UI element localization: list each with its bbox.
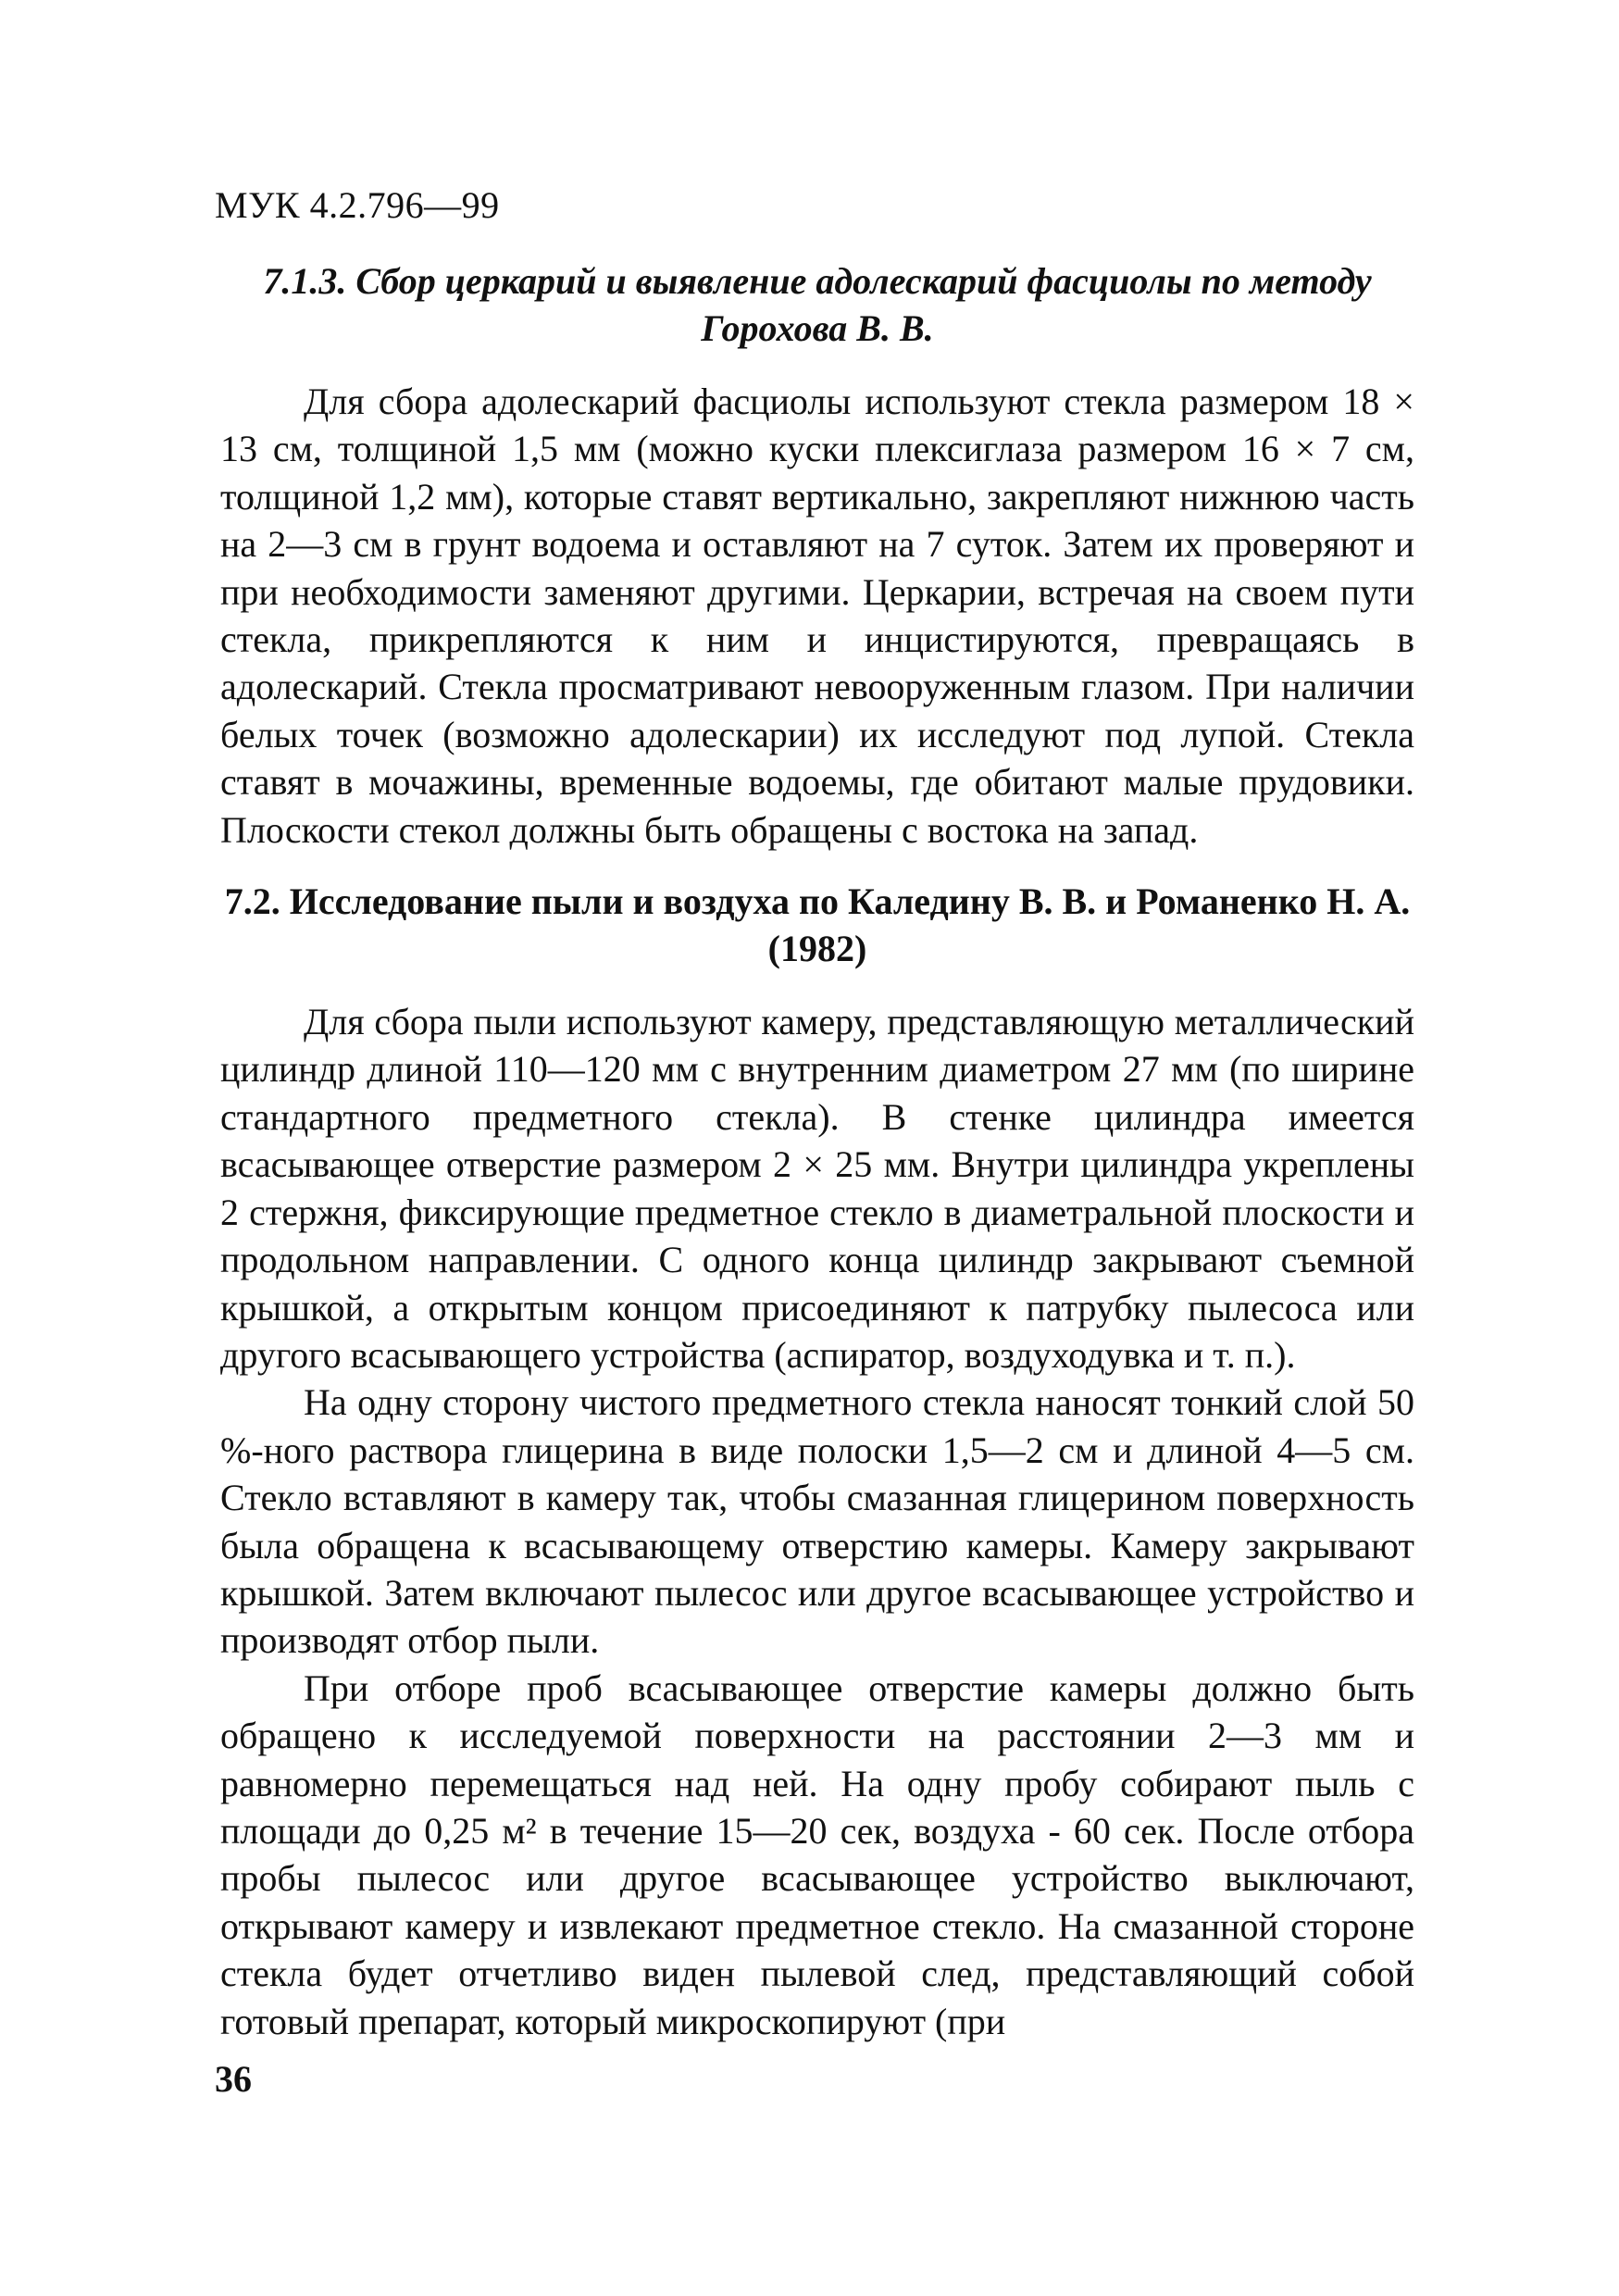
document-code-header: МУК 4.2.796—99 [215, 184, 500, 226]
section-heading-7-1-3: 7.1.3. Сбор церкарий и выявление адолескарий фасциолы по методу Горохова В. В. [263, 260, 1372, 349]
paragraph: При отборе проб всасывающее отверстие камеры должно быть обращено к исследуемой поверхности на расстоянии 2—3 мм и равномерно перемещаться над ней. На одну пробу собирают пыль с площади до 0,25 м² в течение 15—20 сек, воздуха - 60 сек. После отбора пробы пылесос или другое всасывающее устройство выключают, открывают камеру и извлекают предметное стекло. На смазанной стороне стекла будет отчетливо виден пылевой след, представляющий собой готовый препарат, который микроскопируют (при [220, 1666, 1414, 2042]
paragraph: Для сбора адолескарий фасциолы используют стекла размером 18 × 13 см, толщиной 1,5 мм (можно куски плексиглаза размером 16 × 7 см, толщиной 1,2 мм), которые ставят вертикально, закрепляют нижнюю часть на 2—3 см в грунт водоема и оставляют на 7 суток. Затем их проверяют и при необходимости заменяют другими. Церкарии, встречая на своем пути стекла, прикрепляются к ним и инцистируются, превращаясь в адолескарий. Стекла просматривают невооруженным глазом. При наличии белых точек (возможно адолескарии) их исследуют под лупой. Стекла ставят в мочажины, временные водоемы, где обитают малые прудовики. Плоскости стекол должны быть обращены с востока на запад. [220, 381, 1414, 851]
section-heading-7-2: 7.2. Исследование пыли и воздуха по Каледину В. В. и Романенко Н. А. (1982) [224, 880, 1411, 970]
page-content [220, 257, 1414, 2045]
paragraph: Для сбора пыли используют камеру, представляющую металлический цилиндр длиной 110—120 мм с внутренним диаметром 27 мм (по ширине стандартного предметного стекла). В стенке цилиндра имеется всасывающее отверстие размером 2 × 25 мм. Внутри цилиндра укреплены 2 стержня, фиксирующие предметное стекло в диаметральной плоскости и продольном направлении. С одного конца цилиндр закрывают съемной крышкой, а открытым концом присоединяют к патрубку пылесоса или другого всасывающего устройства (аспиратор, воздуходувка и т. п.). [220, 1001, 1414, 1376]
paragraph: На одну сторону чистого предметного стекла наносят тонкий слой 50 %-ного раствора глицерина в виде полоски 1,5—2 см и длиной 4—5 см. Стекло вставляют в камеру так, чтобы смазанная глицерином поверхность была обращена к всасывающему отверстию камеры. Камеру закрывают крышкой. Затем включают пылесос или другое всасывающее устройство и производят отбор пыли. [220, 1381, 1414, 1662]
page-number: 36 [215, 2058, 252, 2100]
